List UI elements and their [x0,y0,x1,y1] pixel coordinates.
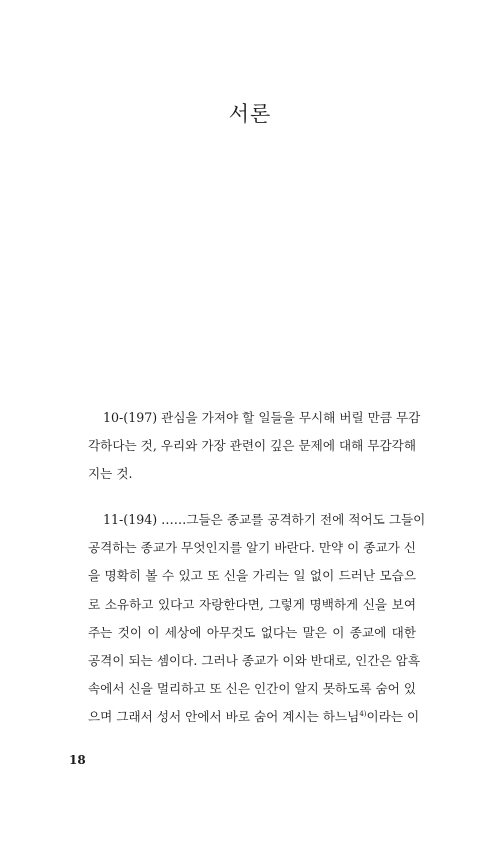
text-line: 지는 것. [88,466,133,482]
text-segment: 이라는 이 [366,709,420,725]
text-line: 11-(194) ……그들은 종교를 공격하기 전에 적어도 그들이 [103,512,426,527]
page-number: 18 [69,753,86,767]
text-line: 로 소유하고 있다고 자랑한다면, 그렇게 명백하게 신을 보여 [88,596,416,612]
text-line: 공격하는 종교가 무엇인지를 알기 바란다. 만약 이 종교가 신 [88,540,417,556]
text-line: 주는 것이 이 세상에 아무것도 없다는 말은 이 종교에 대한 [88,624,416,640]
chapter-title: 서론 [228,102,272,126]
footnote-marker[interactable]: 4) [359,710,367,719]
paragraph-11 [88,506,426,732]
text-line-with-footnote [88,703,420,731]
text-line: 을 명확히 볼 수 있고 또 신을 가리는 일 없이 드러난 모습으 [88,568,416,584]
text-segment: 으며 그래서 성서 안에서 바로 숨어 계시는 하느님 [88,709,360,725]
text-line: 공격이 되는 셈이다. 그러나 종교가 이와 반대로, 인간은 암흑 [88,653,421,669]
text-line: 각하다는 것, 우리와 가장 관련이 깊은 문제에 대해 무감각해 [88,438,417,454]
text-line: 10-(197) 관심을 가져야 할 일들을 무시해 버릴 만큼 무감 [103,410,421,425]
paragraph-10 [88,404,421,489]
text-line: 속에서 신을 멀리하고 또 신은 인간이 알지 못하도록 숨어 있 [88,681,417,697]
